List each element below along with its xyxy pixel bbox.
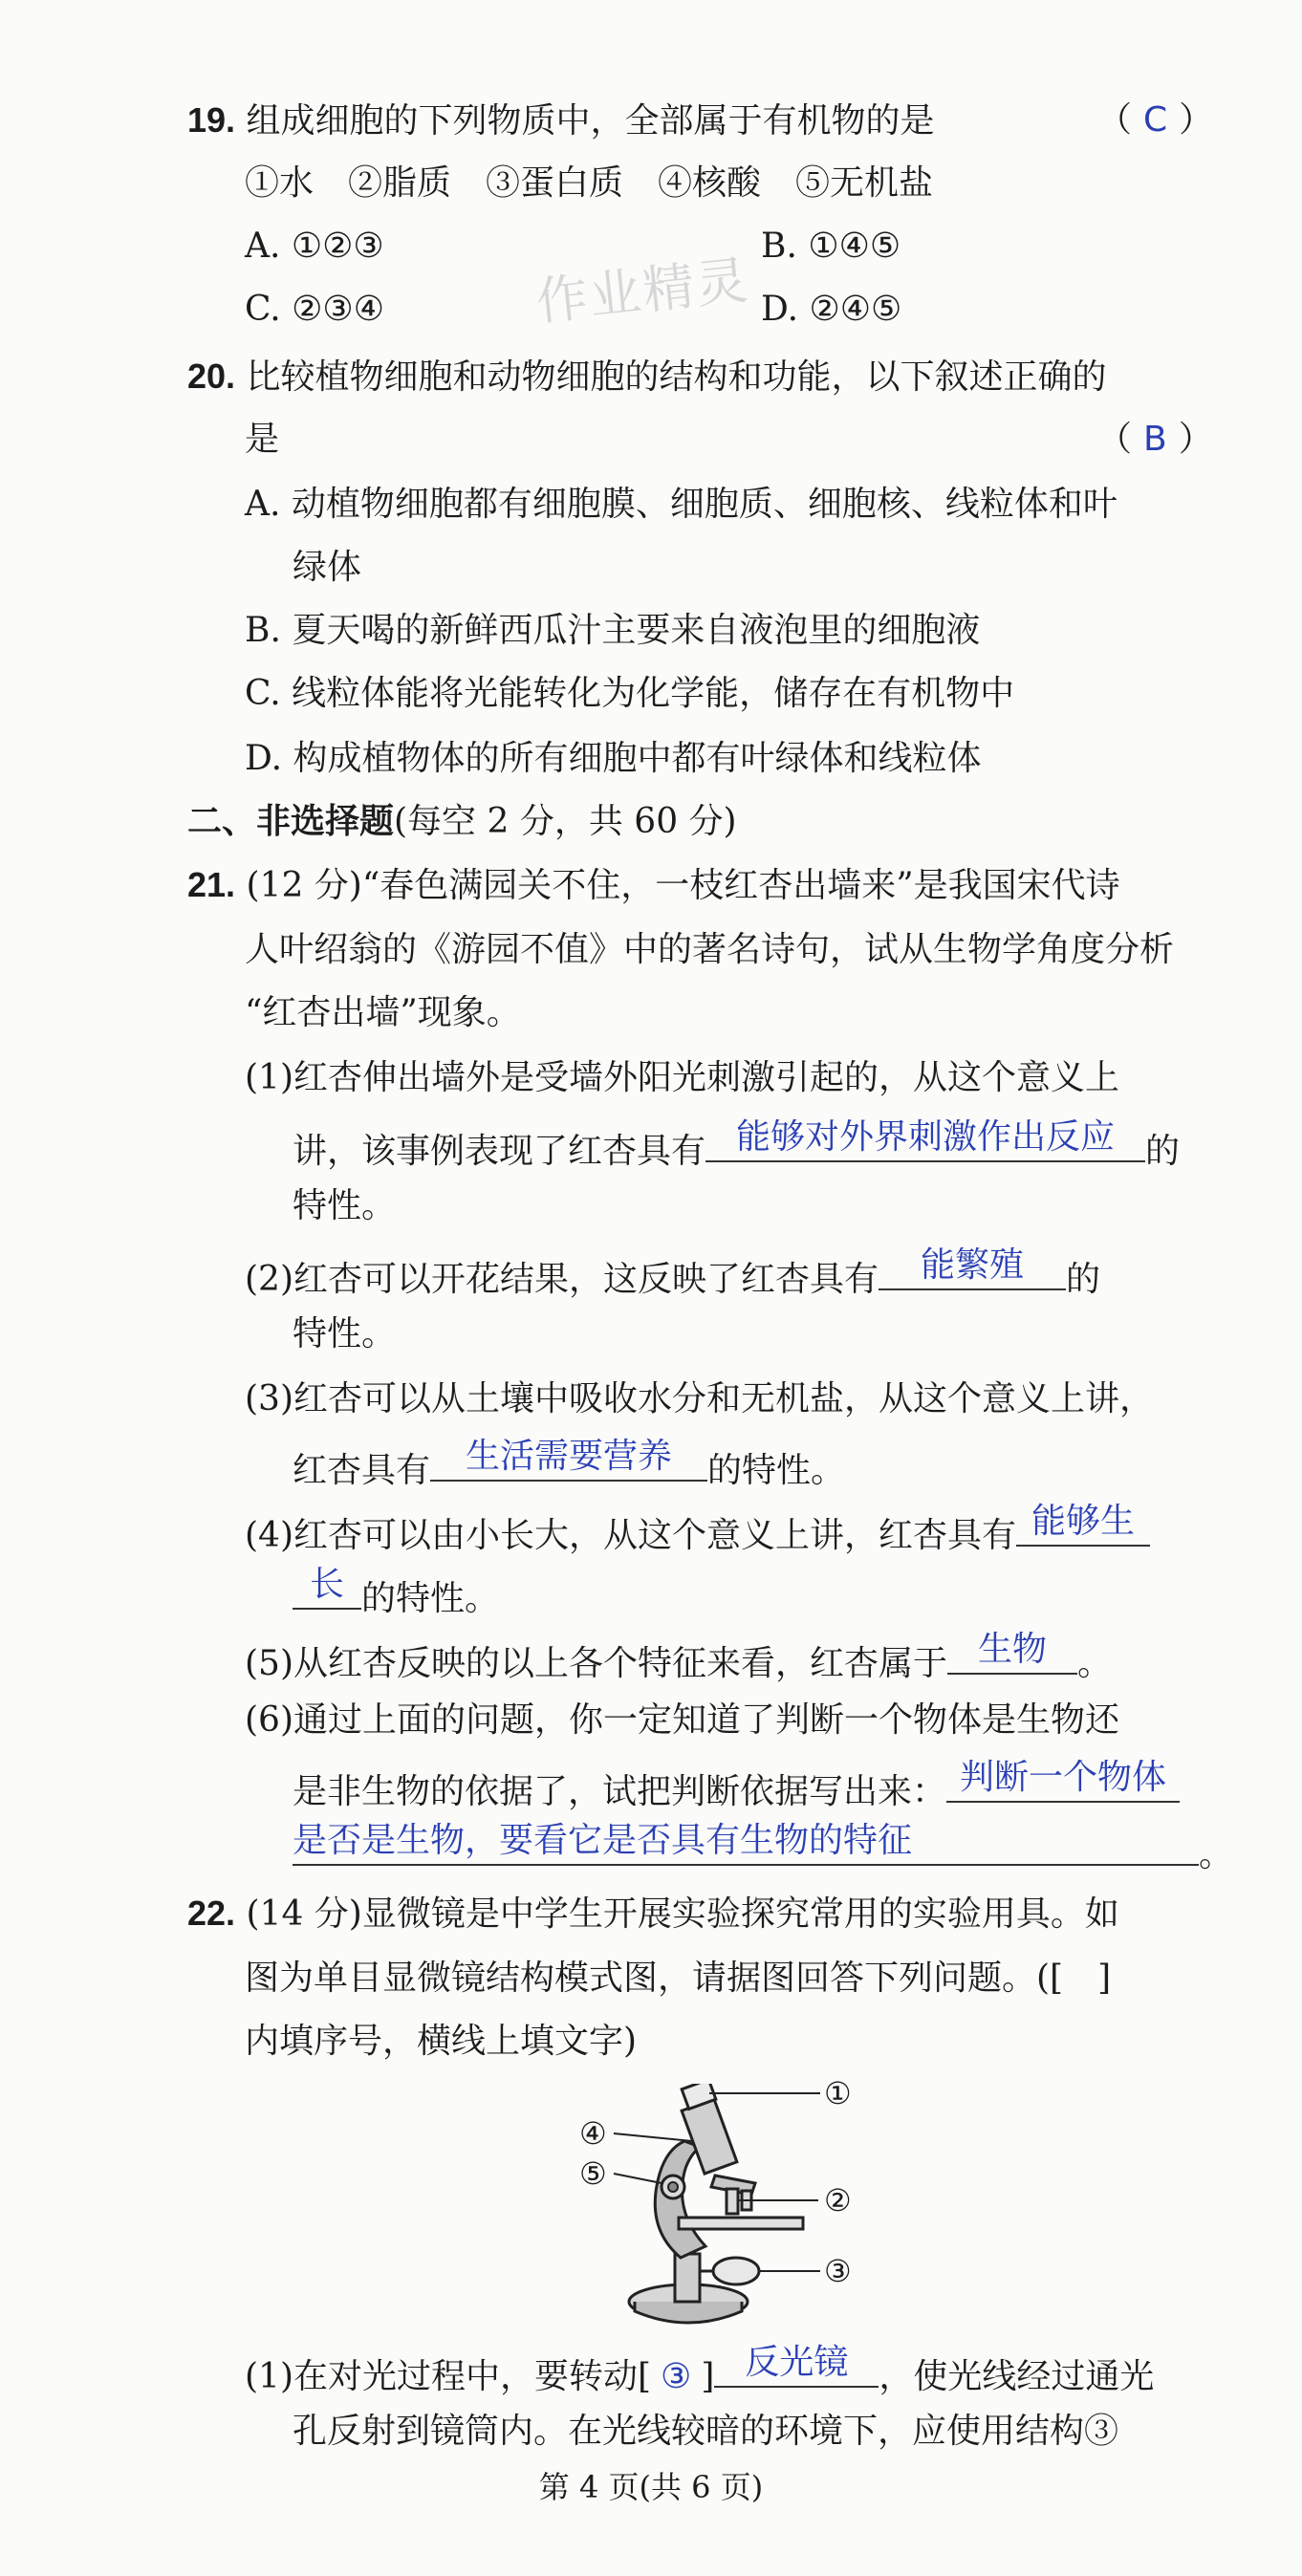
q20-option-a: A. 动植物细胞都有细胞膜、细胞质、细胞核、线粒体和叶	[245, 485, 1118, 524]
paren-close: ）	[1178, 420, 1213, 459]
q21-sub4-blank[interactable]	[1016, 1503, 1150, 1547]
q21-sub6-prefix: 是非生物的依据了，试把判断依据写出来：	[293, 1772, 947, 1811]
q21-sub4-line1	[245, 1503, 1150, 1561]
q22-stem-line1	[187, 1889, 1119, 1939]
section2-heading	[187, 797, 737, 847]
q21-sub6-suffix: 。	[1199, 1835, 1234, 1874]
q21-sub5-suffix: 。	[1077, 1644, 1113, 1683]
section2-note: (每空 2 分，共 60 分)	[394, 802, 737, 841]
q21-sub1-line2	[293, 1118, 1180, 1177]
q21-sub1-line1: (1)红杏伸出墙外是受墙外阳光刺激引起的，从这个意义上	[245, 1058, 1119, 1097]
microscope-label-1: ①	[824, 2075, 852, 2111]
q22-sub1-bracket-close: ]	[701, 2357, 715, 2396]
q21-stem-line3: “红杏出墙”现象。	[245, 993, 521, 1032]
q21-text: (12 分)“春色满园关不住，一枝红杏出墙来”是我国宋代诗	[246, 866, 1120, 905]
q21-sub3-prefix: 红杏具有	[293, 1451, 431, 1490]
section2-title: 二、非选择题	[187, 802, 395, 841]
q21-number: 21.	[187, 865, 236, 904]
q22-sub1-line1	[245, 2344, 1154, 2402]
q22-sub1-number-answer: ③	[661, 2357, 692, 2396]
paren-open: （	[1097, 420, 1133, 459]
q21-sub3-answer: 生活需要营养	[466, 1437, 673, 1476]
q21-sub1-blank[interactable]	[705, 1118, 1145, 1162]
q22-stem-line3: 内填序号，横线上填文字)	[245, 2022, 638, 2061]
paren-close: ）	[1179, 100, 1214, 140]
q21-sub6-line3	[293, 1822, 1233, 1880]
q21-sub3-line2	[293, 1438, 845, 1496]
q19-option-d: D. ②④⑤	[761, 290, 902, 329]
q21-sub1-prefix: 讲，该事例表现了红杏具有	[293, 1132, 706, 1171]
q21-stem-line1	[187, 860, 1120, 911]
q21-sub5-line	[245, 1631, 1112, 1689]
microscope-label-2: ②	[824, 2182, 852, 2219]
q21-sub2-answer: 能繁殖	[920, 1245, 1024, 1285]
q19-stem-text: 组成细胞的下列物质中，全部属于有机物的是	[246, 101, 935, 141]
q22-sub1-suffix: ，使光线经过通光	[879, 2357, 1155, 2396]
q21-sub4-blank-cont[interactable]	[293, 1566, 361, 1610]
paren-open: （	[1097, 100, 1133, 140]
q21-sub5-prefix: (5)从红杏反映的以上各个特征来看，红杏属于	[245, 1644, 947, 1683]
q21-sub3-blank[interactable]	[430, 1438, 707, 1482]
q19-option-c: C. ②③④	[245, 290, 384, 329]
q21-sub4-suffix: 的特性。	[361, 1579, 500, 1618]
q22-sub1-line2: 孔反射到镜筒内。在光线较暗的环境下，应使用结构③	[293, 2412, 1119, 2451]
q21-sub1-answer: 能够对外界刺激作出反应	[736, 1117, 1116, 1157]
q19-answer: C	[1143, 100, 1168, 140]
q21-sub6-line1: (6)通过上面的问题，你一定知道了判断一个物体是生物还	[245, 1700, 1119, 1740]
q20-stem-text: 比较植物细胞和动物细胞的结构和功能，以下叙述正确的	[246, 357, 1107, 397]
q22-text: (14 分)显微镜是中学生开展实验探究常用的实验用具。如	[246, 1894, 1119, 1934]
q21-sub1-suffix: 的	[1145, 1132, 1181, 1171]
q21-sub4-answer-part1: 能够生	[1031, 1502, 1135, 1541]
q21-sub4-answer-part2: 长	[309, 1565, 344, 1604]
q21-sub2-suffix: 的	[1066, 1260, 1101, 1299]
q20-option-d: D. 构成植物体的所有细胞中都有叶绿体和线粒体	[245, 739, 982, 778]
q21-sub3-suffix: 的特性。	[707, 1451, 846, 1490]
q21-sub6-answer-part1: 判断一个物体	[960, 1758, 1167, 1797]
q20-option-c: C. 线粒体能将光能转化为化学能，储存在有机物中	[245, 674, 1015, 713]
q21-sub6-blank[interactable]	[946, 1759, 1180, 1803]
q21-stem-line2: 人叶绍翁的《游园不值》中的著名诗句，试从生物学角度分析	[245, 930, 1175, 969]
q22-sub1-answer: 反光镜	[745, 2343, 849, 2382]
q20-stem-line2: 是	[245, 420, 280, 459]
q22-stem-line2: 图为单目显微镜结构模式图，请据图回答下列问题。([ ]	[245, 1959, 1112, 1998]
q21-sub5-answer: 生物	[977, 1630, 1047, 1669]
q19-number: 19.	[187, 100, 236, 140]
q22-number: 22.	[187, 1894, 236, 1933]
microscope-diagram	[593, 2084, 860, 2332]
q20-answer-paren	[1097, 415, 1213, 465]
q21-sub1-line3: 特性。	[293, 1186, 397, 1225]
q20-option-a-cont: 绿体	[293, 548, 362, 587]
q21-sub6-answer-part2: 是否是生物，要看它是否具有生物的特征	[293, 1821, 913, 1860]
page-footer: 第 4 页(共 6 页)	[538, 2469, 764, 2505]
q19-items: ①水 ②脂质 ③蛋白质 ④核酸 ⑤无机盐	[245, 163, 934, 203]
q21-sub2-line1	[245, 1246, 1100, 1305]
q22-sub1-blank[interactable]	[714, 2344, 879, 2388]
q22-sub1-prefix: (1)在对光过程中，要转动[	[245, 2357, 652, 2396]
q21-sub6-line2	[293, 1759, 1180, 1817]
q21-sub4-prefix: (4)红杏可以由小长大，从这个意义上讲，红杏具有	[245, 1516, 1016, 1555]
q20-number: 20.	[187, 357, 236, 396]
q19-option-a: A. ①②③	[245, 227, 384, 266]
q21-sub2-prefix: (2)红杏可以开花结果，这反映了红杏具有	[245, 1260, 879, 1299]
q21-sub2-blank[interactable]	[879, 1246, 1066, 1290]
q20-answer: B	[1143, 420, 1167, 459]
q19-option-b: B. ①④⑤	[761, 227, 901, 266]
q21-sub6-blank-cont[interactable]	[293, 1822, 1199, 1866]
q21-sub5-blank[interactable]	[947, 1631, 1077, 1675]
q19-answer-paren	[1097, 96, 1213, 145]
q20-option-b: B. 夏天喝的新鲜西瓜汁主要来自液泡里的细胞液	[245, 611, 981, 650]
q21-sub2-line2: 特性。	[293, 1314, 397, 1353]
q19-stem	[187, 96, 935, 146]
q21-sub3-line1: (3)红杏可以从土壤中吸收水分和无机盐，从这个意义上讲，	[245, 1379, 1154, 1418]
q20-stem-line1	[187, 352, 1107, 402]
watermark: 作业精灵	[532, 249, 753, 333]
microscope-label-5: ⑤	[579, 2155, 607, 2192]
q21-sub4-line2	[293, 1566, 499, 1624]
microscope-label-4: ④	[579, 2115, 607, 2152]
microscope-label-3: ③	[824, 2253, 852, 2289]
